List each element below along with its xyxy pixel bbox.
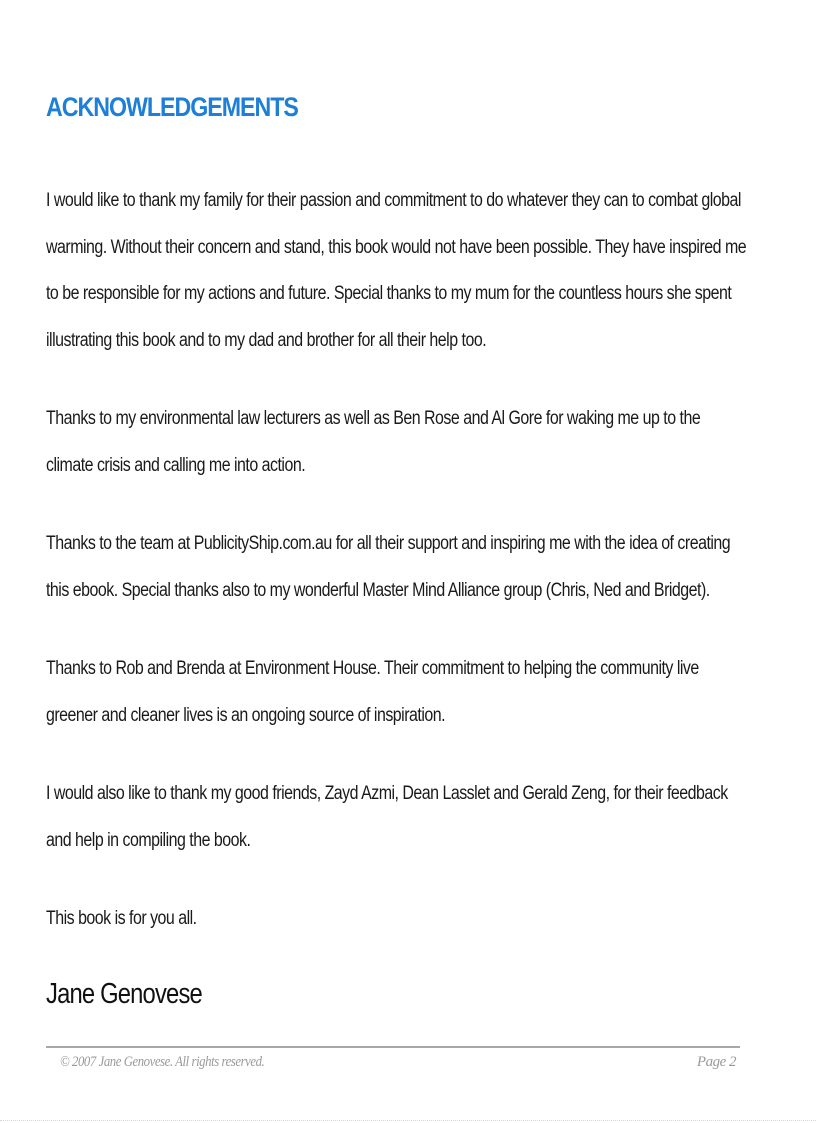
paragraph-friends: I would also like to thank my good friends, Zayd Azmi, Dean Lasslet and Gerald Zeng, for their feedback and help in compiling the book. <box>46 783 728 851</box>
paragraph-environment-house: Thanks to Rob and Brenda at Environment House. Their commitment to helping the community live greener and cleaner lives is an ongoing source of inspiration. <box>46 658 699 726</box>
page-footer <box>46 1054 740 1078</box>
paragraph-dedication: This book is for you all. <box>46 908 197 929</box>
signature: Jane Genovese <box>46 978 202 1010</box>
page-bottom-border <box>0 1120 816 1121</box>
page-title: ACKNOWLEDGEMENTS <box>46 92 298 122</box>
paragraph-lecturers: Thanks to my environmental law lecturers as well as Ben Rose and Al Gore for waking me up to the climate crisis and calling me into action. <box>46 408 701 476</box>
paragraph-publicityship: Thanks to the team at PublicityShip.com.au for all their support and inspiring me with the idea of creating this ebook. Special thanks also to my wonderful Master Mind Alliance group (Chris, Ned and Bridget). <box>46 533 731 601</box>
footer-divider <box>46 1046 740 1048</box>
footer-page-number: Page 2 <box>696 1054 736 1070</box>
footer-copyright: © 2007 Jane Genovese. All rights reserved. <box>60 1054 265 1070</box>
body-text <box>46 178 746 975</box>
paragraph-family: I would like to thank my family for their passion and commitment to do whatever they can to combat global warming. Without their concern and stand, this book would not have been possible. They have inspired me to be responsible for my actions and future. Special thanks to my mum for the countless hours she spent illustrating this book and to my dad and brother for all their help too. <box>46 190 747 351</box>
